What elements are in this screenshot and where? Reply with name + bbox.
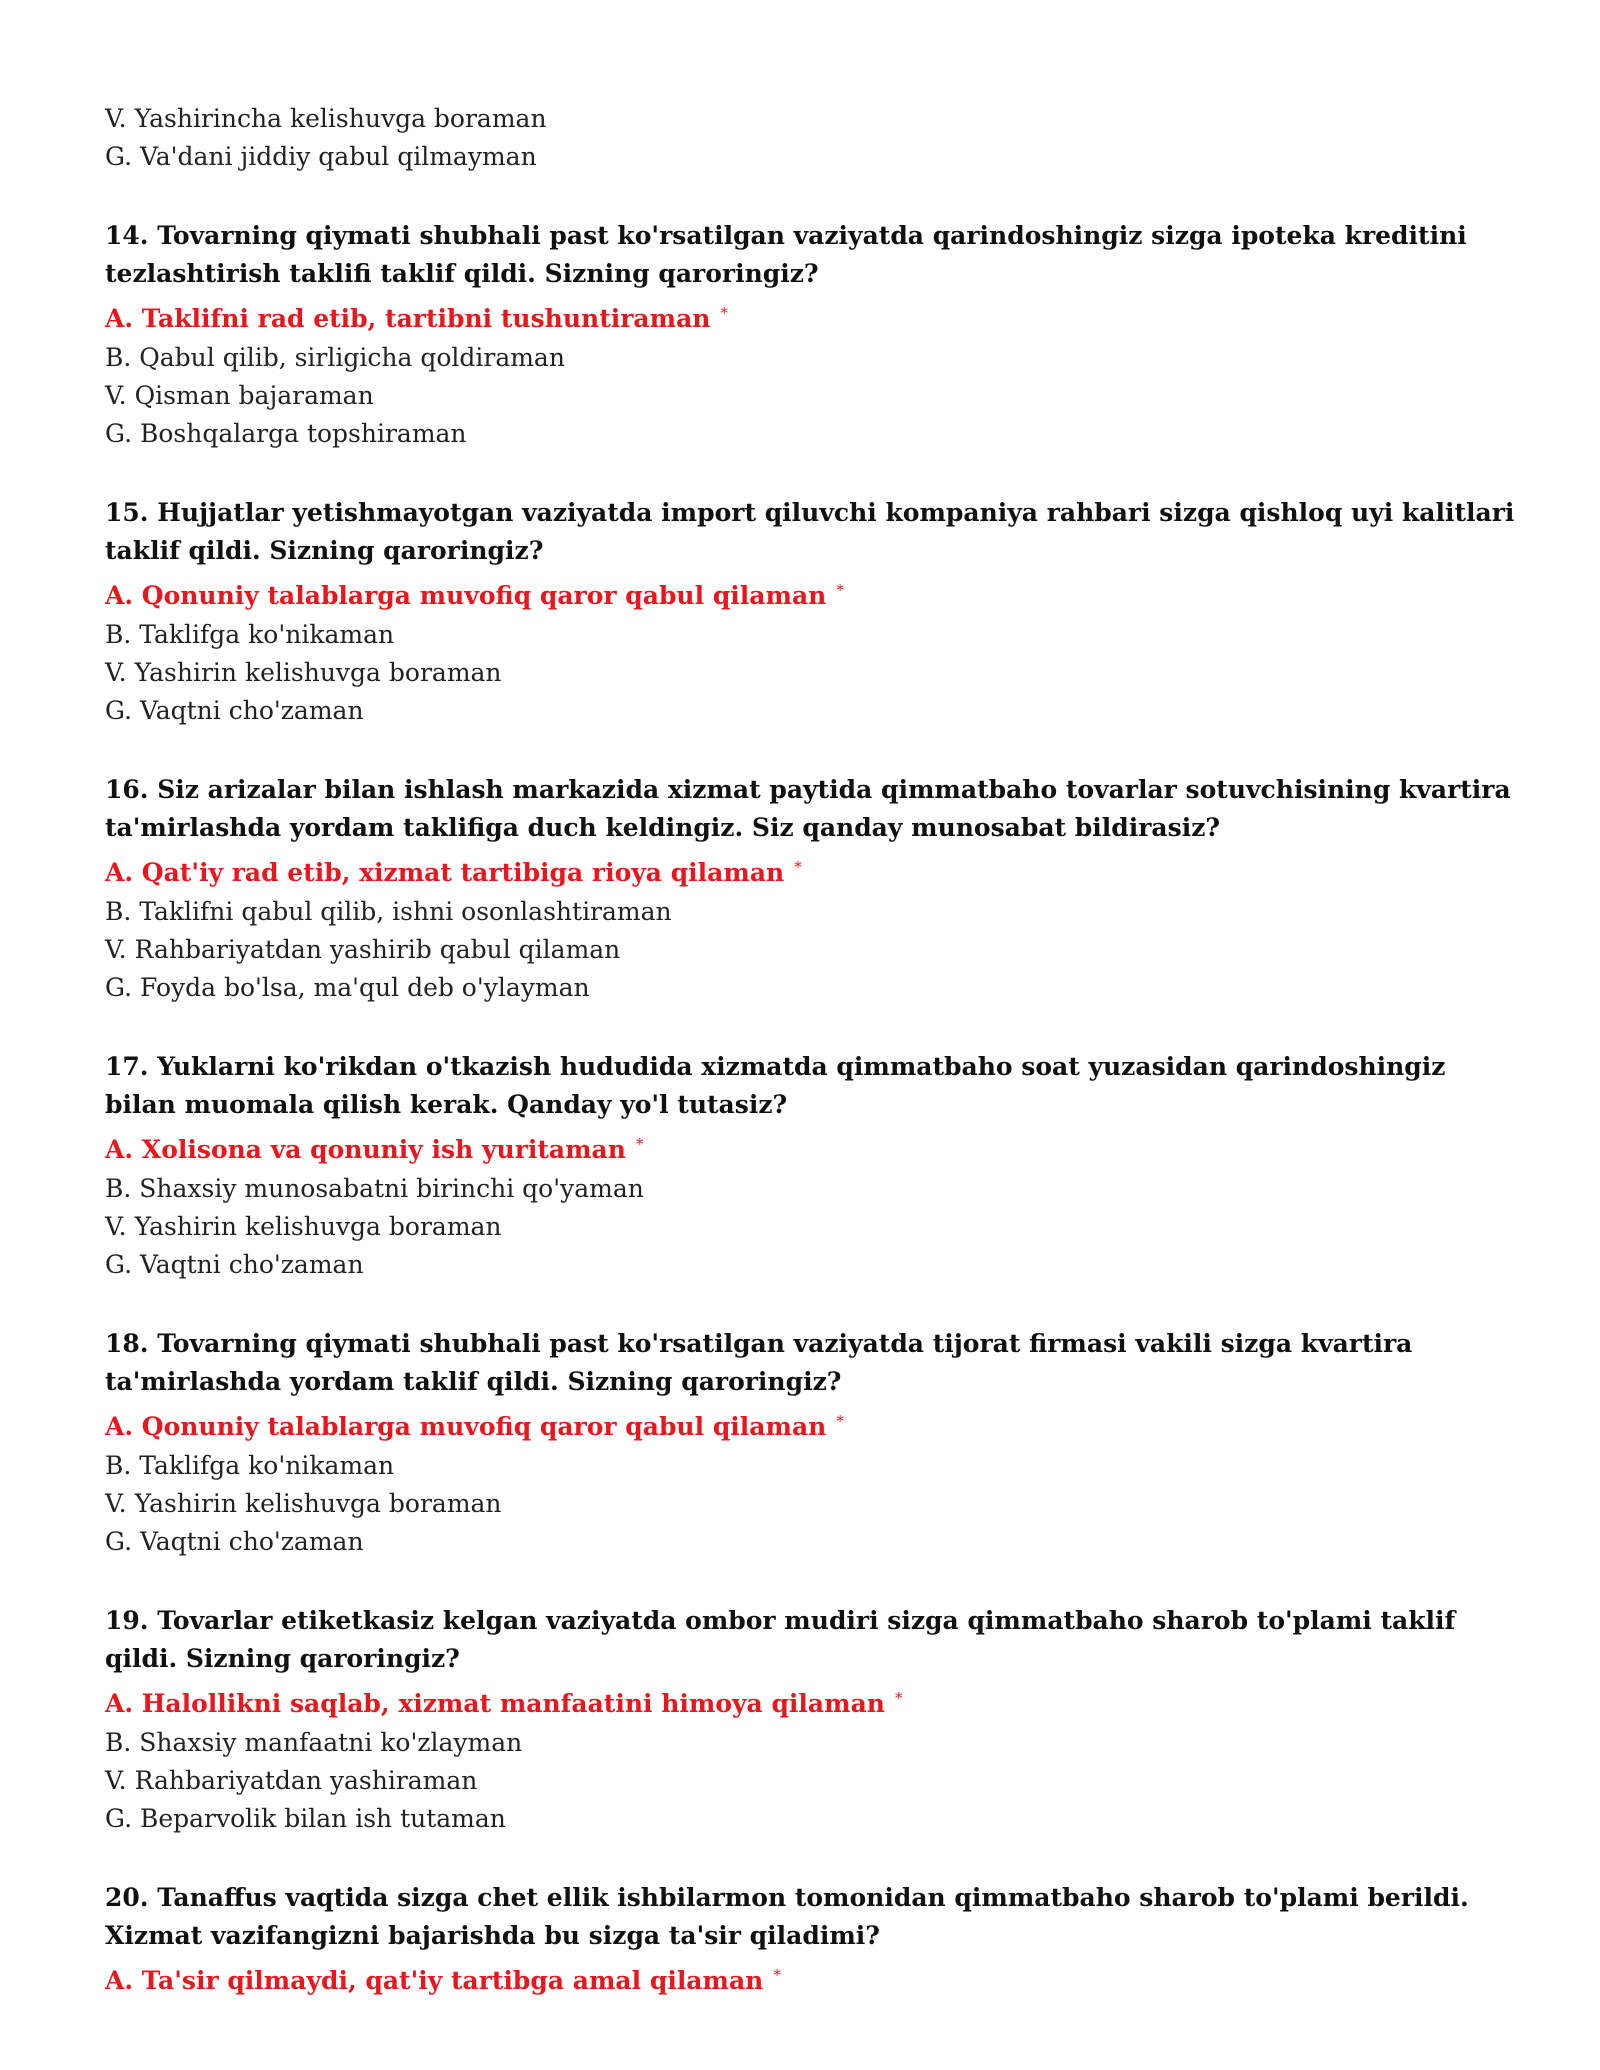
correct-answer-text: A. Halollikni saqlab, xizmat manfaatini himoya qilaman <box>105 1689 885 1718</box>
question-text: 18. Tovarning qiymati shubhali past ko'rsatilgan vaziyatda tijorat firmasi vakili sizga kvartira ta'mirlashda yordam taklif qildi. Sizning qaroringiz? <box>105 1329 1413 1396</box>
correct-answer <box>105 1401 1525 1447</box>
answer-option: B. Shaxsiy manfaatni ko'zlayman <box>105 1728 523 1757</box>
question-15 <box>105 494 1525 730</box>
answer-option: B. Qabul qilib, sirligicha qoldiraman <box>105 343 565 372</box>
answer-option: G. Foyda bo'lsa, ma'qul deb o'ylayman <box>105 973 590 1002</box>
question-20 <box>105 1879 1525 2001</box>
correct-marker: * <box>794 858 802 876</box>
correct-marker: * <box>773 1966 781 1984</box>
answer-option: V. Rahbariyatdan yashirib qabul qilaman <box>105 935 621 964</box>
answer-option: B. Taklifni qabul qilib, ishni osonlashtiraman <box>105 897 672 926</box>
question-17 <box>105 1048 1525 1284</box>
answer-option: G. Vaqtni cho'zaman <box>105 1527 364 1556</box>
answer-option: V. Yashirin kelishuvga boraman <box>105 1489 502 1518</box>
answer-option: G. Boshqalarga topshiraman <box>105 419 467 448</box>
answer-option: B. Taklifga ko'nikaman <box>105 620 395 649</box>
answer-option: G. Va'dani jiddiy qabul qilmayman <box>105 142 537 171</box>
answer-option: G. Vaqtni cho'zaman <box>105 1250 364 1279</box>
answer-option: G. Beparvolik bilan ish tutaman <box>105 1804 506 1833</box>
correct-marker: * <box>836 581 844 599</box>
question-text: 14. Tovarning qiymati shubhali past ko'rsatilgan vaziyatda qarindoshingiz sizga ipoteka kreditini tezlashtirish taklifi taklif qildi. Sizning qaroringiz? <box>105 221 1467 288</box>
question-18 <box>105 1325 1525 1561</box>
correct-answer-text: A. Taklifni rad etib, tartibni tushuntiraman <box>105 304 711 333</box>
correct-marker: * <box>635 1135 644 1153</box>
correct-answer-text: A. Ta'sir qilmaydi, qat'iy tartibga amal qilaman <box>105 1966 764 1995</box>
question-text: 16. Siz arizalar bilan ishlash markazida xizmat paytida qimmatbaho tovarlar sotuvchisining kvartira ta'mirlashda yordam taklifiga duch keldingiz. Siz qanday munosabat bildirasiz? <box>105 775 1511 842</box>
correct-marker: * <box>894 1689 903 1707</box>
answer-option: B. Shaxsiy munosabatni birinchi qo'yaman <box>105 1174 644 1203</box>
question-text: 20. Tanaffus vaqtida sizga chet ellik ishbilarmon tomonidan qimmatbaho sharob to'plami berildi. Xizmat vazifangizni bajarishda bu sizga ta'sir qiladimi? <box>105 1883 1469 1950</box>
correct-answer-text: A. Qat'iy rad etib, xizmat tartibiga rioya qilaman <box>105 858 785 887</box>
correct-answer <box>105 1678 1525 1724</box>
leading-options <box>105 100 1525 176</box>
answer-option: B. Taklifga ko'nikaman <box>105 1451 395 1480</box>
correct-marker: * <box>836 1412 844 1430</box>
question-text: 19. Tovarlar etiketkasiz kelgan vaziyatda ombor mudiri sizga qimmatbaho sharob to'plami taklif qildi. Sizning qaroringiz? <box>105 1606 1456 1673</box>
document-page <box>105 100 1525 2001</box>
question-text: 17. Yuklarni ko'rikdan o'tkazish hududida xizmatda qimmatbaho soat yuzasidan qarindoshingiz bilan muomala qilish kerak. Qanday yo'l tutasiz? <box>105 1052 1446 1119</box>
correct-answer-text: A. Qonuniy talablarga muvofiq qaror qabul qilaman <box>105 1412 827 1441</box>
answer-option: V. Yashirin kelishuvga boraman <box>105 1212 502 1241</box>
question-text: 15. Hujjatlar yetishmayotgan vaziyatda import qiluvchi kompaniya rahbari sizga qishloq uyi kalitlari taklif qildi. Sizning qaroringiz? <box>105 498 1515 565</box>
correct-answer <box>105 293 1525 339</box>
question-14 <box>105 217 1525 453</box>
question-16 <box>105 771 1525 1007</box>
correct-marker: * <box>720 304 728 322</box>
answer-option: V. Yashirincha kelishuvga boraman <box>105 104 547 133</box>
answer-option: V. Yashirin kelishuvga boraman <box>105 658 502 687</box>
correct-answer <box>105 1955 1525 2001</box>
correct-answer <box>105 570 1525 616</box>
correct-answer-text: A. Qonuniy talablarga muvofiq qaror qabul qilaman <box>105 581 827 610</box>
answer-option: V. Rahbariyatdan yashiraman <box>105 1766 478 1795</box>
correct-answer <box>105 1124 1525 1170</box>
correct-answer-text: A. Xolisona va qonuniy ish yuritaman <box>105 1135 626 1164</box>
answer-option: G. Vaqtni cho'zaman <box>105 696 364 725</box>
answer-option: V. Qisman bajaraman <box>105 381 374 410</box>
correct-answer <box>105 847 1525 893</box>
question-19 <box>105 1602 1525 1838</box>
